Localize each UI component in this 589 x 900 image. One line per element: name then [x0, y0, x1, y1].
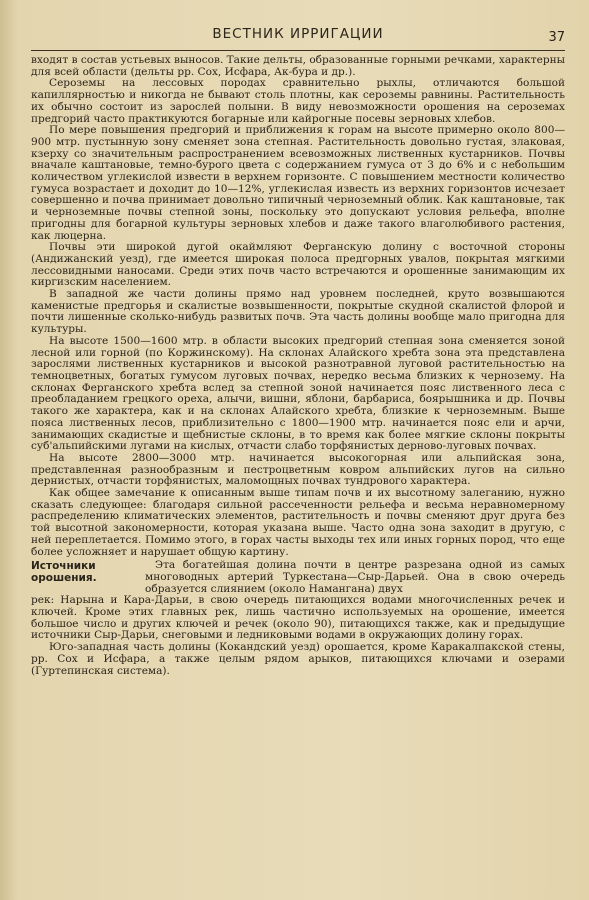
page-header — [31, 26, 565, 48]
paragraph: По мере повышения предгорий и приближения к горам на высоте примерно около 800—900 мтр. пустынную зону сменяет зона степная. Растительность довольно густая, злаковая, кзерху со значительным распространением всевозможных лиственных кустарников. Почвы вначале каштановые, темно-бурого цвета с содержанием гумуса от 3 до 6% и с небольшим количеством углекислой извести в верхнем горизонте. С повышением местности количество гумуса возрастает и доходит до 10—12%, углекислая известь из верхних горизонтов исчезает совершенно и почва принимает довольно типичный черноземный облик. Как каштановые, так и черноземные почвы степной зоны, поскольку это допускают условия рельефа, вполне пригодны для богарной культуры зерновых хлебов и даже такого влаголюбивого растения, как люцерна. — [31, 124, 565, 242]
section-continuation: рек: Нарына и Кара-Дарьи, в свою очередь питающихся водами многочисленных речек и ключей. Кроме этих главных рек, лишь частично используемых на орошение, имеется большое число и других ключей и речек (около 90), питающихся также, как и предыдущие источники Сыр-Дарьи, снеговыми и ледниковыми водами в окружающих долину горах. — [31, 594, 565, 642]
paragraph: входят в состав устьевых выносов. Такие дельты, образованные горными речками, характерны для всей области (дельты рр. Сох, Исфара, Ак-бура и др.). — [31, 54, 565, 78]
paragraph: Юго-западная часть долины (Кокандский уезд) орошается, кроме Каракалпакской стены, рр. Сох и Исфара, а также целым рядом арыков, питающихся ключами и озерами (Гуртепинская система). — [31, 641, 565, 677]
paragraph: Почвы эти широкой дугой окаймляют Ферганскую долину с восточной стороны (Андижанский уезд), где имеется широкая полоса предгорных увалов, покрытая мягкими лессовидными наносами. Среди этих почв часто встречаются и орошенные занимающим их киргизским населением. — [31, 241, 565, 289]
paragraph: Сероземы на лессовых породах сравнительно рыхлы, отличаются большой капиллярностью и никогда не бывают столь плотны, как сероземы равнины. Растительность их обычно состоит из зарослей полыни. В виду невозможности орошения на сероземах предгорий часто практикуются богарные или кайрогные посевы зерновых хлебов. — [31, 77, 565, 125]
irrigation-sources-section — [31, 560, 565, 595]
paragraph: В западной же части долины прямо над уровнем последней, круто возвышаются каменистые предгорья и скалистые возвышенности, покрытые скудной скалистой флорой и почти лишенные сколько-нибудь развитых почв. Эта часть долины вообще мало пригодна для культуры. — [31, 288, 565, 336]
section-heading: Источники орошения. — [31, 560, 97, 585]
section-first-text: Эта богатейшая долина почти в центре разрезана одной из самых многоводных артерий Туркестана—Сыр-Дарьей. Она в свою очередь образуется слиянием (около Намангана) двух — [145, 559, 565, 595]
article-body — [31, 55, 565, 677]
paragraph: На высоте 2800—3000 мтр. начинается высокогорная или альпийская зона, представленная разнообразным и пестроцветным ковром альпийских лугов на сильно дернистых, отчасти торфянистых, маломощных почвах тундрового характера. — [31, 451, 565, 488]
running-title: ВЕСТНИК ИРРИГАЦИИ — [212, 26, 384, 42]
paragraph: На высоте 1500—1600 мтр. в области высоких предгорий степная зона сменяется зоной лесной или горной (по Коржинскому). На склонах Алайского хребта зона эта представлена зарослями лиственных кустарников и высокой разнотравной луговой растительностью на темноцветных, богатых гумусом луговых почвах, нередко весьма близких к чернозему. На склонах Ферганского хребта вслед за степной зоной начинается пояс лиственного леса с преобладанием грецкого ореха, алычи, вишни, яблони, барбариса, боярышника и др. Почвы такого же характера, как и на склонах Алайского хребта, близкие к черноземным. Выше пояса лиственных лесов, приблизительно с 1800—1900 мтр. начинается пояс ели и арчи, занимающих скадистые и щебнистые склоны, в то время как более мягкие склоны покрыты суб'альпийскими лугами на кислых, отчасти слабо торфянистых дерново-луговых почвах. — [31, 334, 565, 453]
page-number: 37 — [548, 30, 565, 45]
paragraph: Как общее замечание к описанным выше типам почв и их высотному залеганию, нужно сказать следующее: благодаря сильной рассеченности рельефа и весьма неравномерному распределению климатических элементов, растительность и почвы сменяют друг друга без той высотной закономерности, которая указана выше. Часто одна зона заходит в другую, с ней переплетается. Помимо этого, в горах часты выходы тех или иных горных пород, что еще более усложняет и нарушает общую картину. — [31, 487, 565, 558]
header-rule — [31, 50, 565, 51]
